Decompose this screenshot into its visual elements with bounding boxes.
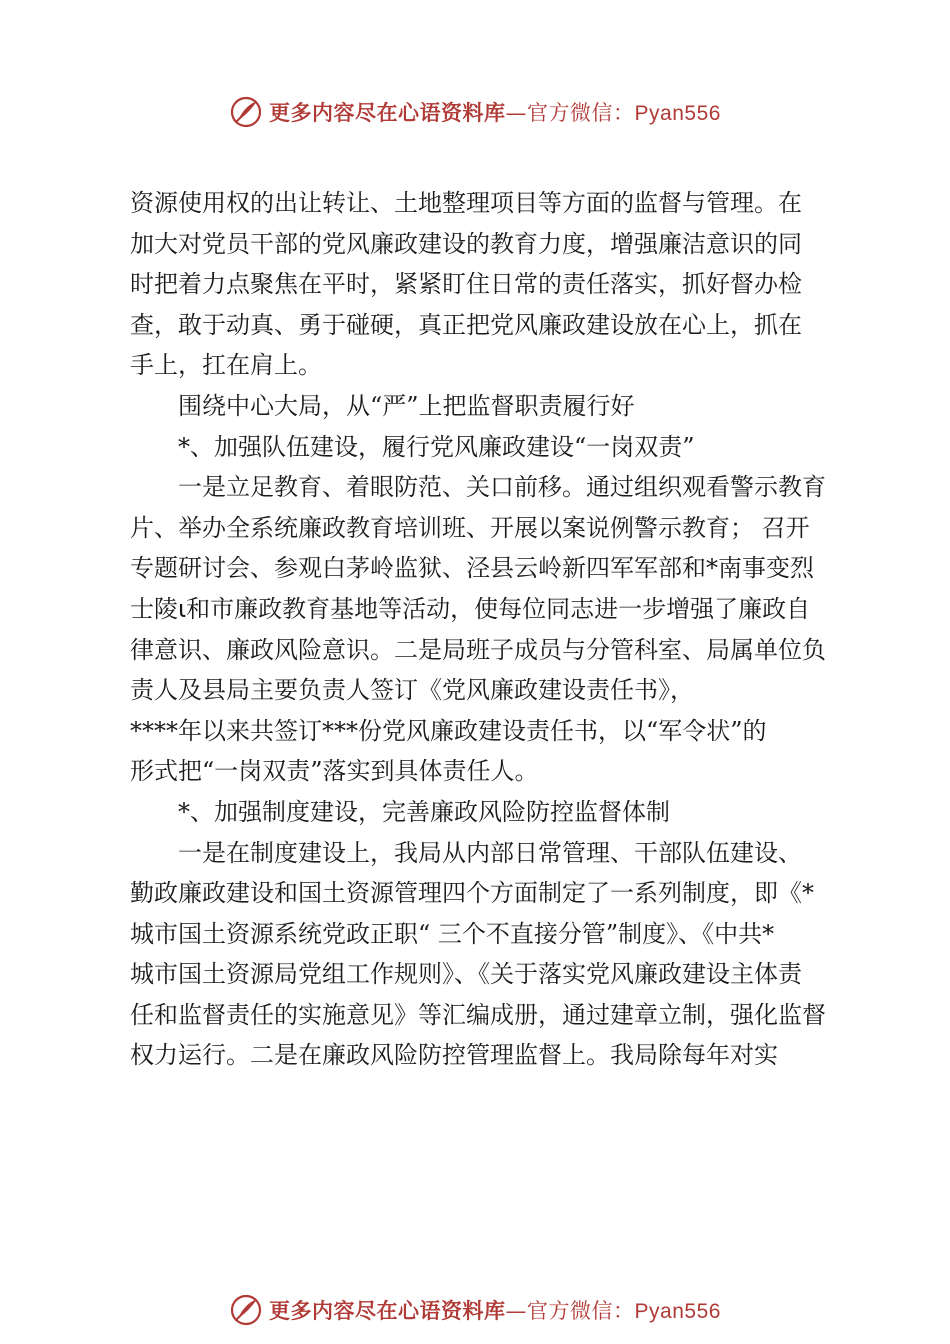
text-line: 一是在制度建设上，我局从内部日常管理、干部队伍建设、 <box>178 838 802 867</box>
text-line: 责人及县局主要负责人签订《党风廉政建设责任书》， <box>130 676 694 705</box>
banner-title: 更多内容尽在心语资料库 <box>269 1298 506 1323</box>
banner-text <box>269 1295 721 1325</box>
text-line: 律意识、廉政风险意识。二是局班子成员与分管科室、局属单位负 <box>130 635 826 664</box>
text-line: 权力运行。二是在廉政风险防控管理监督上。我局除每年对实 <box>130 1041 778 1070</box>
text-line: 勤政廉政建设和国土资源管理四个方面制定了一系列制度，即《* <box>130 879 814 908</box>
banner-separator: — <box>505 1299 528 1323</box>
text-line: *、加强队伍建设，履行党风廉政建设“一岗双责” <box>178 432 695 461</box>
text-line: 任和监督责任的实施意见》等汇编成册，通过建章立制，强化监督 <box>130 1000 826 1029</box>
text-line: 查，敢于动真、勇于碰硬，真正把党风廉政建设放在心上，抓在 <box>130 310 802 339</box>
text-line: 一是立足教育、着眼防范、关口前移。通过组织观看警示教育 <box>178 473 826 502</box>
text-line: 形式把“一岗双责”落实到具体责任人。 <box>130 757 539 786</box>
text-line: 片、举办全系统廉政教育培训班、开展以案说例警示教育； 召开 <box>130 513 810 542</box>
quill-logo-icon <box>229 1293 263 1327</box>
text-line: 手上，扛在肩上。 <box>130 351 322 380</box>
banner-wechat-id: Pyan556 <box>634 102 721 125</box>
quill-logo-icon <box>229 95 263 129</box>
text-line: 时把着力点聚焦在平时，紧紧盯住日常的责任落实，抓好督办检 <box>130 270 802 299</box>
text-line: 士陵⍳和市廉政教育基地等活动，使每位同志进一步增强了廉政自 <box>130 594 811 623</box>
text-line: 城市国土资源局党组工作规则》、《关于落实党风廉政建设主体责 <box>130 960 802 989</box>
text-line: 城市国土资源系统党政正职“ 三个不直接分管”制度》、《中共* <box>130 919 775 948</box>
header-banner <box>0 90 950 134</box>
footer-banner <box>0 1288 950 1332</box>
banner-wechat-id: Pyan556 <box>634 1300 721 1323</box>
document-body <box>130 183 830 1076</box>
banner-separator: — <box>505 101 528 125</box>
text-line: *、加强制度建设，完善廉政风险防控监督体制 <box>178 797 670 826</box>
banner-wechat-label: 官方微信： <box>527 101 635 125</box>
text-line: 加大对党员干部的党风廉政建设的教育力度，增强廉洁意识的同 <box>130 229 802 258</box>
banner-title: 更多内容尽在心语资料库 <box>269 100 506 125</box>
banner-wechat-label: 官方微信： <box>527 1299 635 1323</box>
banner-text <box>269 97 721 127</box>
text-line: 围绕中心大局，从“严”上把监督职责履行好 <box>178 391 635 420</box>
text-line: 专题研讨会、参观白茅岭监狱、泾县云岭新四军军部和*南事变烈 <box>130 554 814 583</box>
text-line: 资源使用权的出让转让、土地整理项目等方面的监督与管理。在 <box>130 189 802 217</box>
text-line: ****年以来共签订***份党风廉政建设责任书，以“军令状”的 <box>130 716 767 745</box>
